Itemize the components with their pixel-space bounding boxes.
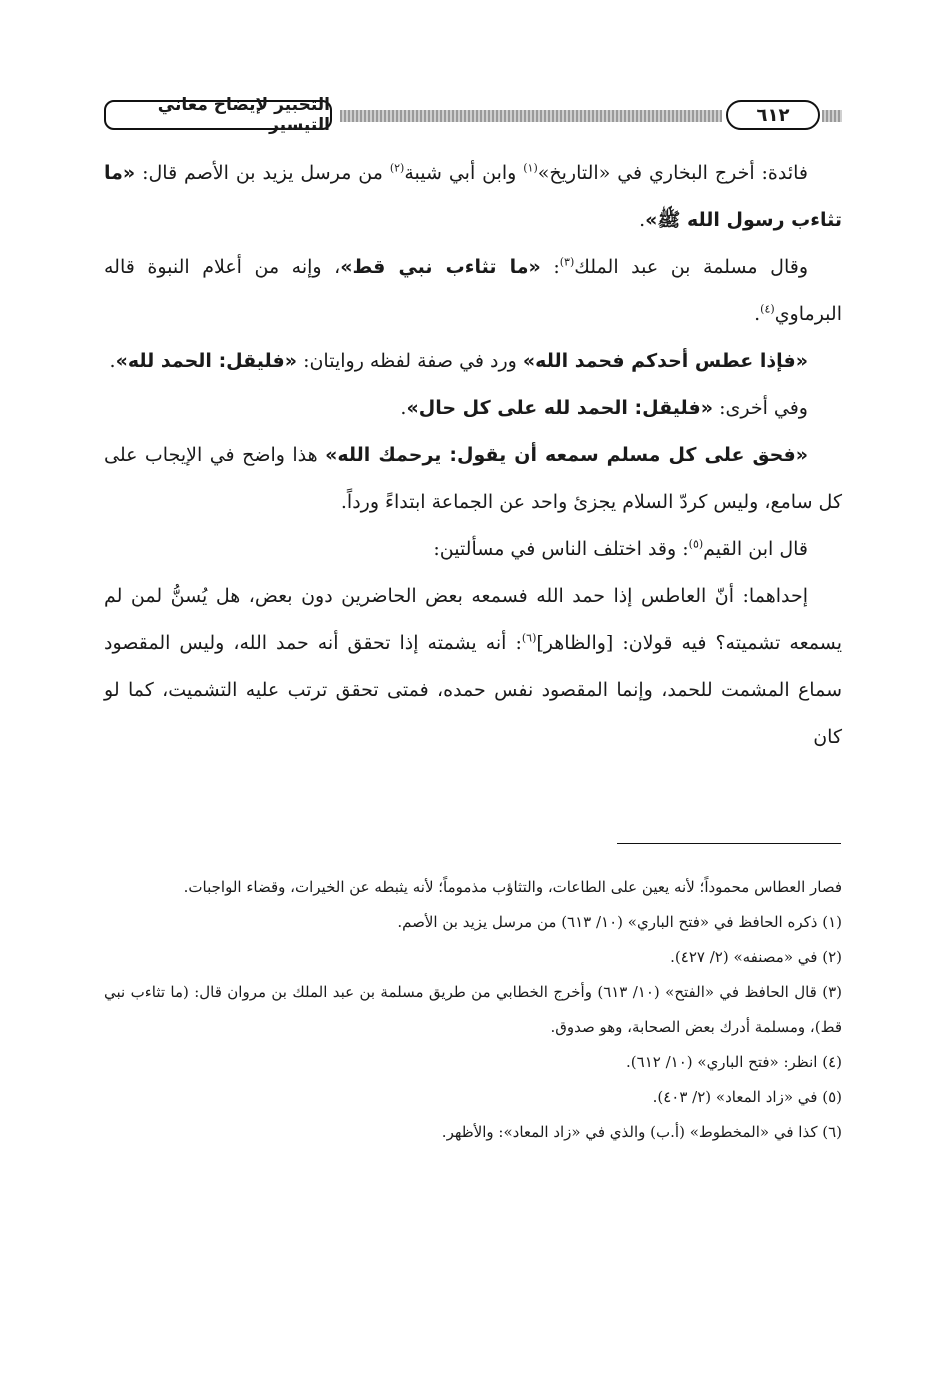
text: قال ابن القيم: [703, 538, 808, 560]
paragraph-fayida: [104, 150, 842, 244]
text: .: [754, 303, 761, 325]
footnote-2: (٢) في «مصنفه» (٢/ ٤٢٧).: [670, 948, 842, 966]
footnote-ref: (٢): [389, 161, 405, 175]
text: وقال مسلمة بن عبد الملك: [574, 256, 808, 278]
footnote-3: (٣) قال الحافظ في «الفتح» (١٠/ ٦١٣) وأخرج الخطابي من طريق مسلمة بن عبد الملك بن مروان قال: (ما تثاءب نبي قط)، ومسلمة أدرك بعض الصحابة، وهو صدوق.: [104, 983, 842, 1036]
text: هذا واضح في الإيجاب على كل سامع، وليس كردّ السلام يجزئ واحد عن الجماعة ابتداءً ورداً.: [104, 444, 842, 513]
hadith-quote: «فليقل: الحمد لله»: [115, 350, 298, 372]
footnote-continuation: فصار العطاس محموداً؛ لأنه يعين على الطاعات، والتثاؤب مذموماً؛ لأنه يثبطه عن الخيرات، وقضاء الواجبات.: [183, 878, 842, 896]
hadith-quote: «فليقل: الحمد لله على كل حال»: [406, 397, 714, 419]
book-title: التحبير لإيضاح معاني التيسير: [104, 100, 332, 130]
paragraph-maslama: [104, 244, 842, 338]
text: .: [400, 397, 407, 419]
text: من مرسل يزيد بن الأصم قال:: [135, 162, 390, 184]
footnote-4: (٤) انظر: «فتح الباري» (١٠/ ٦١٢).: [626, 1053, 842, 1071]
footnote-ref: (٣): [559, 255, 575, 269]
footnote-separator: [617, 843, 841, 844]
text: : وقد اختلف الناس في مسألتين:: [433, 538, 689, 560]
text: وابن أبي شيبة: [404, 162, 524, 184]
text: :: [540, 256, 560, 278]
paragraph-haqq: [104, 432, 842, 526]
hadith-quote: «ما تثاءب نبي قط»: [340, 256, 541, 278]
header-ornament-right: [822, 110, 842, 122]
hadith-quote: «فإذا عطس أحدكم فحمد الله»: [522, 350, 808, 372]
text: .: [109, 350, 116, 372]
footnote-1: (١) ذكره الحافظ في «فتح الباري» (١٠/ ٦١٣) من مرسل يزيد بن الأصم.: [397, 913, 842, 931]
text: إحداهما: أنّ العاطس إذا حمد الله فسمعه بعض الحاضرين دون بعض، هل يُسنُّ لمن لم يسمعه تشميته؟ فيه قولان: [والظاهر]: [104, 585, 842, 654]
page-number: ٦١٢: [726, 100, 820, 130]
text: ، وإنه من أعلام النبوة قاله البرماوي: [104, 256, 842, 325]
text: وفي أخرى:: [713, 397, 808, 419]
footnote-ref: (١): [523, 161, 538, 175]
hadith-quote: «فحق على كل مسلم سمعه أن يقول: يرحمك الله»: [325, 444, 809, 466]
paragraph-ibn-qayyim: [104, 526, 842, 573]
footnote-ref: (٦): [521, 631, 537, 645]
footnote-ref: (٥): [688, 537, 704, 551]
paragraph-ukhra: [104, 385, 842, 432]
running-header: [104, 95, 842, 135]
footnote-5: (٥) في «زاد المعاد» (٢/ ٤٠٣).: [652, 1088, 842, 1106]
text: فائدة: أخرج البخاري في «التاريخ»: [537, 162, 808, 184]
paragraph-ihdahuma: [104, 573, 842, 761]
text: : أنه يشمته إذا تحقق أنه حمد الله، وليس المقصود سماع المشمت للحمد، وإنما المقصود نفس حمده، فمتى تحقق ترتب عليه التشميت، كما لو كان: [104, 632, 842, 748]
hadith-quote: «ما تثاءب رسول الله ﷺ»: [104, 162, 842, 231]
footnote-6: (٦) كذا في «المخطوط» (أ.ب) والذي في «زاد المعاد»: والأظهر.: [441, 1123, 842, 1141]
footnotes: [104, 870, 842, 1150]
footnote-ref: (٤): [760, 302, 775, 316]
header-ornament: [340, 110, 722, 122]
main-text: [104, 150, 842, 761]
text: ورد في صفة لفظه روايتان:: [297, 350, 523, 372]
paragraph-atas: [104, 338, 842, 385]
text: .: [639, 209, 646, 231]
